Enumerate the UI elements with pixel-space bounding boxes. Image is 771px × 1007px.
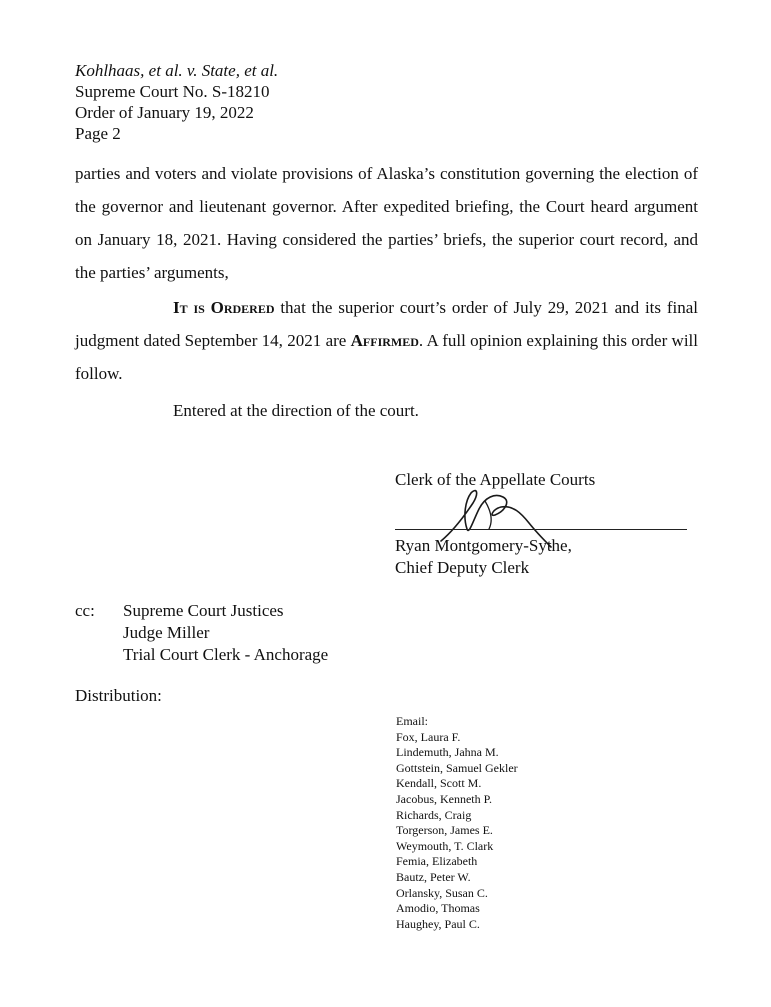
body-paragraph-3: Entered at the direction of the court. [173,401,419,420]
list-item: Weymouth, T. Clark [396,838,494,853]
document-header [75,60,278,144]
list-item: Torgerson, James E. [396,823,493,838]
clerk-title: Clerk of the Appellate Courts [395,470,596,489]
order-text: that the superior court’s order of July 29, 2021 and its final judgment dated September 14, 2021 are [75,298,698,350]
cc-recipient-list [123,600,328,666]
list-item: Lindemuth, Jahna M. [396,745,499,760]
list-item: Amodio, Thomas [396,901,480,916]
page-number: Page 2 [75,124,121,143]
cc-recipient: Judge Miller [123,623,210,642]
clerk-role: Chief Deputy Clerk [395,558,530,577]
order-date: Order of January 19, 2022 [75,103,254,122]
signature-line [395,529,687,530]
body-paragraph-2 [75,291,698,390]
email-distribution-list [396,714,518,932]
court-number: Supreme Court No. S-18210 [75,82,270,101]
list-item: Kendall, Scott M. [396,776,482,791]
list-item: Fox, Laura F. [396,729,461,744]
it-is-ordered-label: It is Ordered [173,298,275,317]
cc-label: cc: [75,601,95,620]
list-item: Bautz, Peter W. [396,869,471,884]
order-text-end: . A full opinion explaining this order will follow. [75,331,698,383]
cc-recipient: Supreme Court Justices [123,601,284,620]
case-title: Kohlhaas, et al. v. State, et al. [75,61,279,80]
clerk-name: Ryan Montgomery-Sythe, [395,536,572,555]
list-item: Femia, Elizabeth [396,854,478,869]
affirmed-label: Affirmed [350,331,419,350]
list-item: Gottstein, Samuel Gekler [396,760,518,775]
cc-recipient: Trial Court Clerk - Anchorage [123,645,329,664]
list-item: Jacobus, Kenneth P. [396,791,492,806]
body-paragraph-1: parties and voters and violate provisions of Alaska’s constitution governing the election of the governor and lieutenant governor. After expedited briefing, the Court heard argument on January 18, 2021. Having considered the parties’ briefs, the superior court record, and the parties’ arguments, [75,164,698,282]
list-item: Richards, Craig [396,807,472,822]
distribution-label: Distribution: [75,686,162,705]
email-label: Email: [396,714,428,728]
list-item: Orlansky, Susan C. [396,885,488,900]
list-item: Haughey, Paul C. [396,916,480,931]
